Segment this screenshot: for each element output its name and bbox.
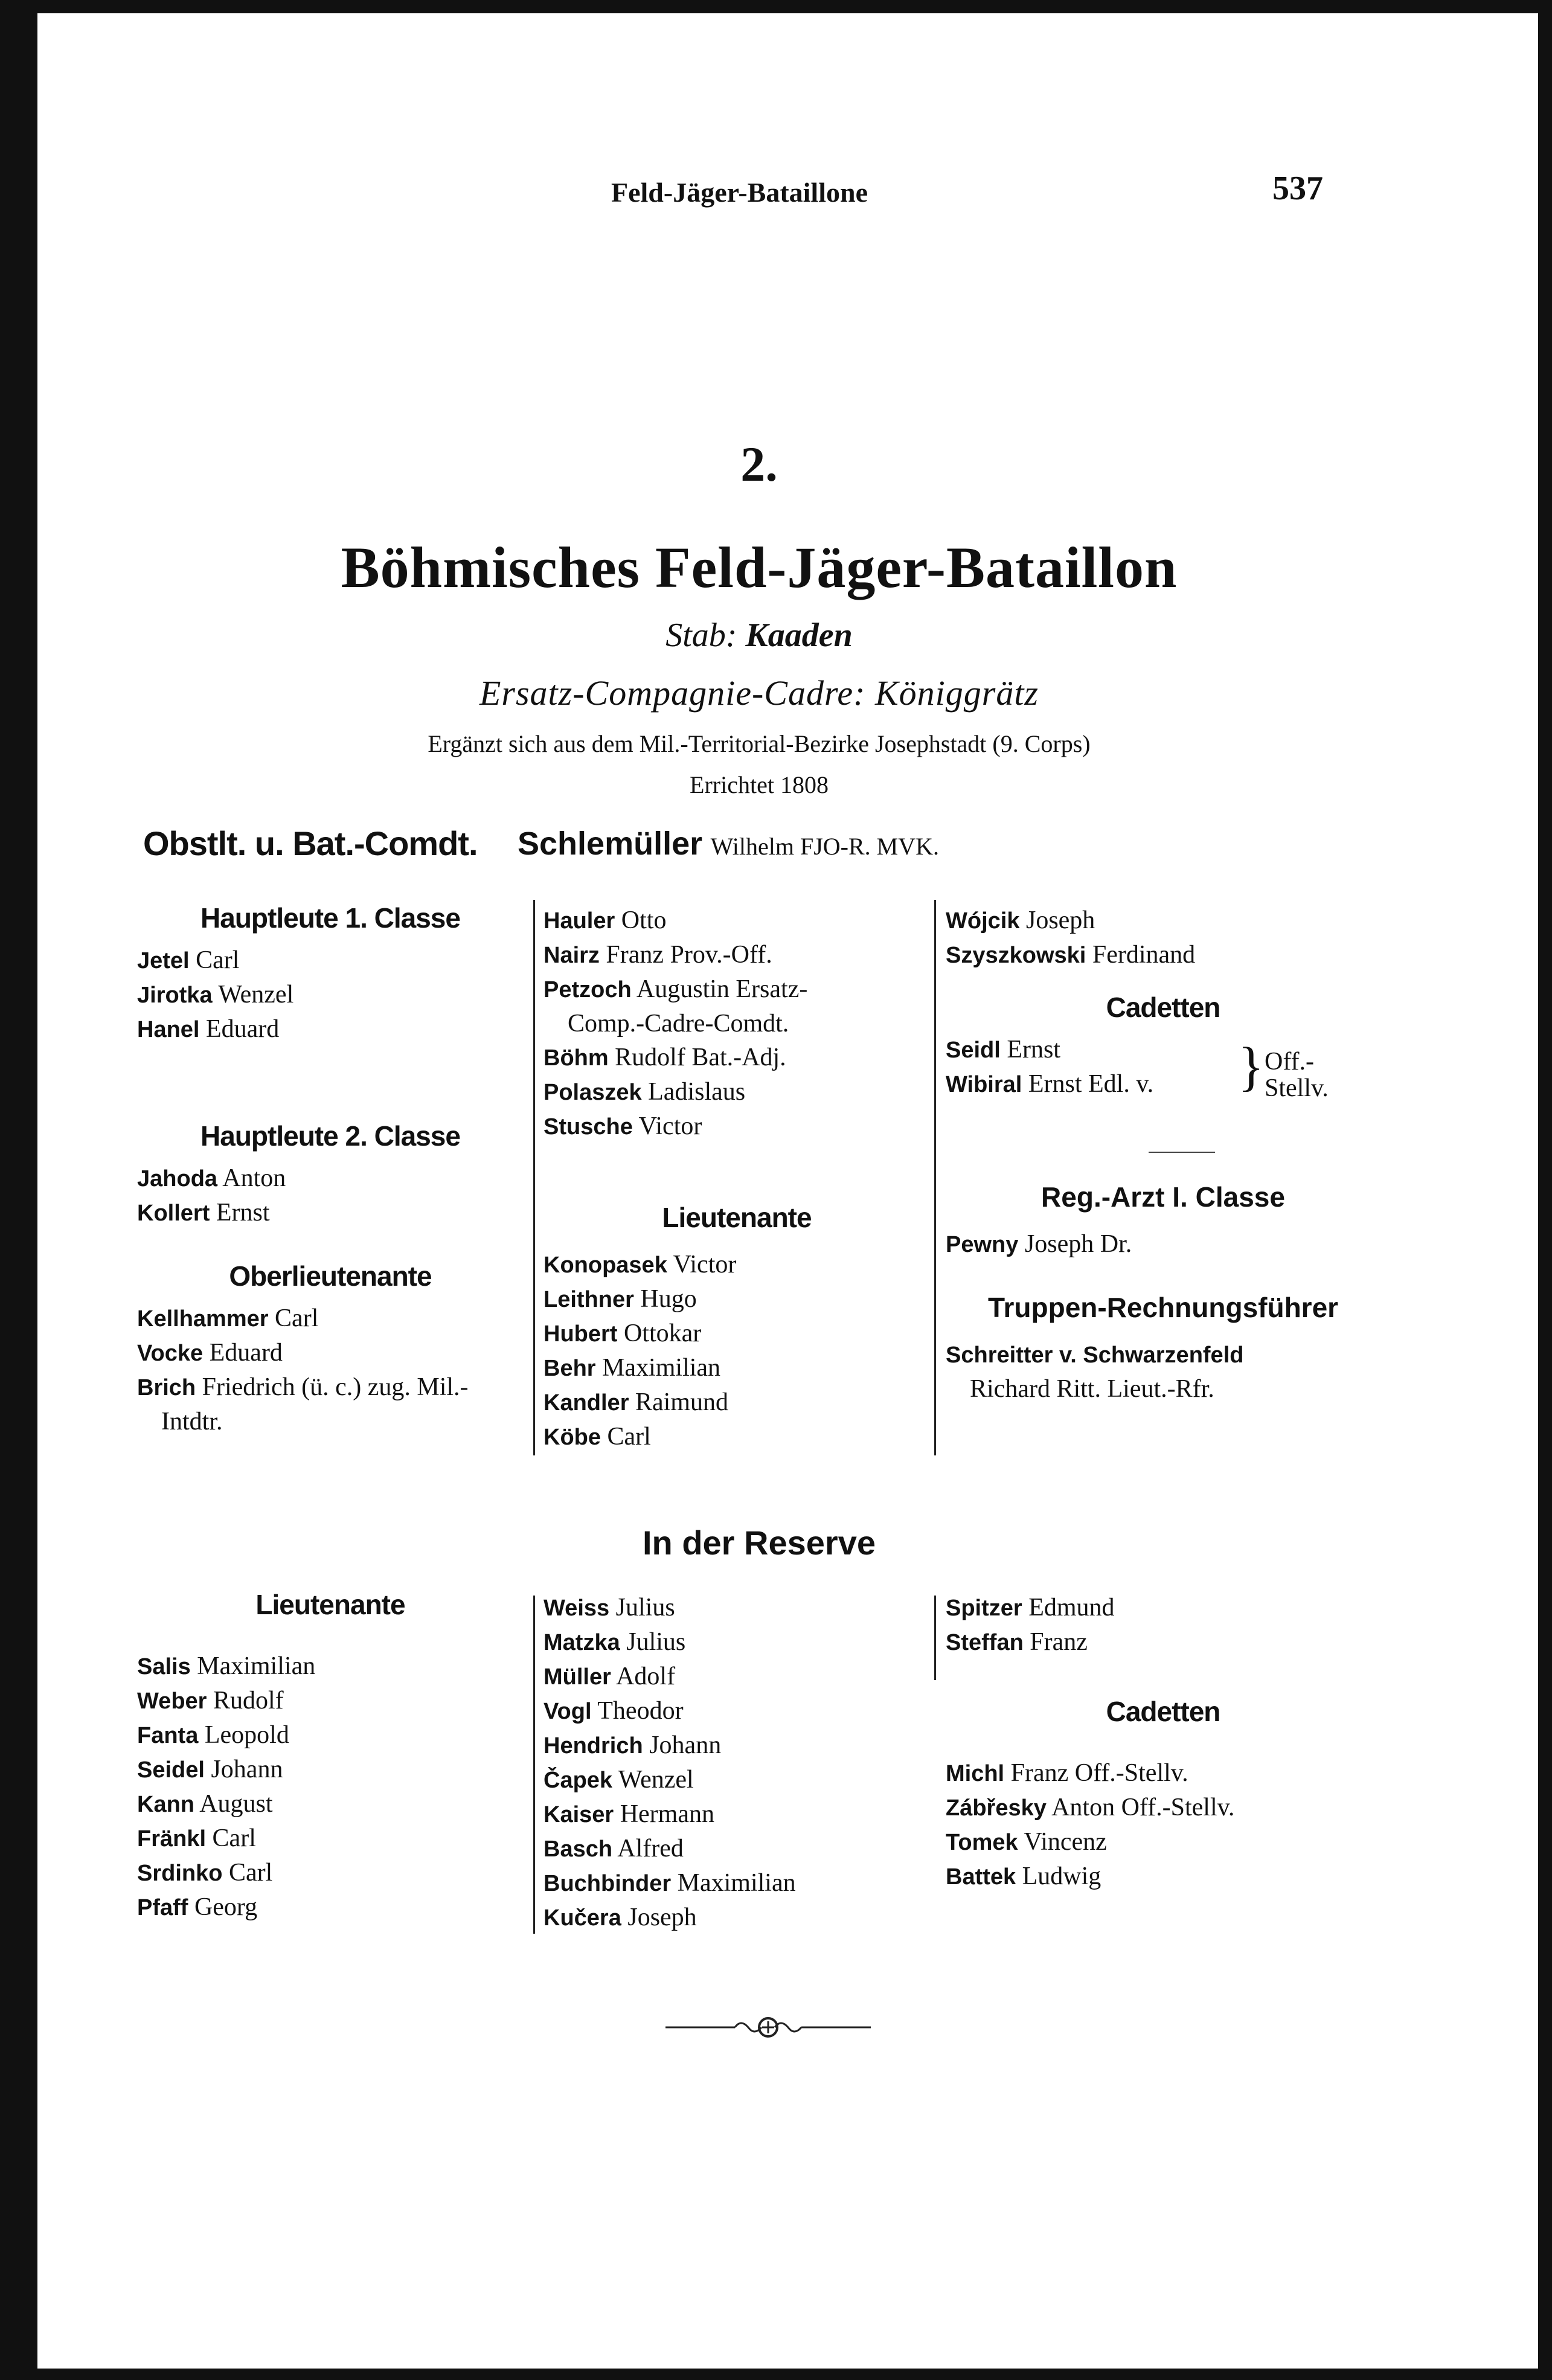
list-item: Polaszek Ladislaus <box>544 1078 746 1106</box>
running-head: Feld-Jäger-Bataillone <box>611 177 868 208</box>
list-item: Wibiral Ernst Edl. v. <box>946 1070 1154 1098</box>
cadet-note-2: Stellv. <box>1265 1074 1329 1102</box>
list-item: Behr Maximilian <box>544 1354 721 1382</box>
list-item: Pfaff Georg <box>137 1893 258 1921</box>
list-item: Tomek Vincenz <box>946 1828 1107 1856</box>
list-item: Weiss Julius <box>544 1594 675 1621</box>
list-item: Weber Rudolf <box>137 1687 284 1714</box>
list-item: Srdinko Carl <box>137 1859 273 1887</box>
list-item: Stusche Victor <box>544 1112 702 1140</box>
commander-name <box>518 825 939 862</box>
list-item: Vocke Eduard <box>137 1339 283 1367</box>
list-item: Hubert Ottokar <box>544 1320 702 1347</box>
list-item: Petzoch Augustin Ersatz- <box>544 975 808 1003</box>
commander-rest: Wilhelm FJO-R. MVK. <box>710 833 940 860</box>
list-item: Battek Ludwig <box>946 1862 1101 1890</box>
column-rule <box>533 1596 535 1934</box>
heading-cadetten: Cadetten <box>1106 992 1220 1023</box>
column-rule <box>533 900 535 1455</box>
list-item: Pewny Joseph Dr. <box>946 1230 1132 1258</box>
list-item: Čapek Wenzel <box>544 1766 694 1794</box>
list-item: Zábřesky Anton Off.-Stellv. <box>946 1794 1235 1821</box>
heading-reserve-lieutenante: Lieutenante <box>255 1589 405 1620</box>
list-item: Kaiser Hermann <box>544 1800 714 1828</box>
list-item: Kann August <box>137 1790 273 1818</box>
brace: } <box>1238 1037 1265 1097</box>
list-item: Kandler Raimund <box>544 1388 728 1416</box>
list-item: Konopasek Victor <box>544 1251 737 1278</box>
list-item: Kollert Ernst <box>137 1199 270 1227</box>
stab-place: Kaaden <box>745 617 853 654</box>
reserve-column-3 <box>946 1591 1380 1894</box>
reserve-heading: In der Reserve <box>643 1524 876 1562</box>
page-number: 537 <box>1272 170 1323 207</box>
list-item: Salis Maximilian <box>137 1652 316 1680</box>
list-item: Jetel Carl <box>137 946 240 974</box>
commander-role: Obstlt. u. Bat.-Comdt. <box>143 824 478 862</box>
list-item: Müller Adolf <box>544 1663 676 1690</box>
cadet-note-1: Off.- <box>1265 1048 1315 1076</box>
list-item-continuation: Comp.-Cadre-Comdt. <box>568 1010 789 1038</box>
column-1 <box>137 900 524 1439</box>
list-item: Hauler Otto <box>544 906 667 934</box>
heading-rechnungsfuehrer: Truppen-Rechnungsführer <box>987 1292 1339 1323</box>
list-item: Hendrich Johann <box>544 1731 722 1759</box>
established-line: Errichtet 1808 <box>690 771 829 798</box>
list-item: Steffan Franz <box>946 1628 1088 1656</box>
list-item: Hanel Eduard <box>137 1015 280 1043</box>
list-item: Szyszkowski Ferdinand <box>946 941 1196 969</box>
column-rule <box>934 1596 936 1680</box>
list-item-continuation: Richard Ritt. Lieut.-Rfr. <box>970 1375 1214 1403</box>
heading-lieutenante: Lieutenante <box>662 1202 812 1233</box>
list-item: Jahoda Anton <box>137 1164 286 1192</box>
list-item: Jirotka Wenzel <box>137 981 294 1009</box>
list-item: Schreitter v. Schwarzenfeld <box>946 1342 1244 1368</box>
list-item: Köbe Carl <box>544 1423 651 1451</box>
stab-line <box>37 616 1481 655</box>
stab-label: Stab: <box>665 617 737 654</box>
column-rule <box>934 900 936 1455</box>
heading-hauptleute-2: Hauptleute 2. Classe <box>200 1120 460 1152</box>
list-item: Nairz Franz Prov.-Off. <box>544 941 772 969</box>
list-item: Michl Franz Off.-Stellv. <box>946 1759 1188 1787</box>
list-item: Böhm Rudolf Bat.-Adj. <box>544 1044 786 1071</box>
section-number: 2. <box>740 437 778 492</box>
battalion-title: Böhmisches Feld-Jäger-Bataillon <box>341 535 1178 600</box>
list-item: Leithner Hugo <box>544 1285 697 1313</box>
reserve-column-2 <box>544 1591 930 1935</box>
heading-oberlieutenante: Oberlieutenante <box>229 1260 432 1292</box>
heading-reg-arzt: Reg.-Arzt I. Classe <box>1041 1181 1285 1213</box>
ornament-divider <box>665 2012 871 2042</box>
heading-reserve-cadetten: Cadetten <box>1106 1696 1220 1727</box>
list-item: Basch Alfred <box>544 1835 684 1862</box>
supplement-line: Ergänzt sich aus dem Mil.-Territorial-Bezirke Josephstadt (9. Corps) <box>428 730 1091 757</box>
column-3 <box>946 903 1380 1406</box>
heading-hauptleute-1: Hauptleute 1. Classe <box>200 902 460 934</box>
book-page <box>37 13 1538 2369</box>
list-item: Kellhammer Carl <box>137 1304 319 1332</box>
commander-surname: Schlemüller <box>518 826 703 862</box>
list-item: Vogl Theodor <box>544 1697 684 1725</box>
cadre-line: Ersatz-Compagnie-Cadre: Königgrätz <box>479 673 1039 713</box>
list-item-continuation: Intdtr. <box>161 1408 223 1435</box>
list-item: Wójcik Joseph <box>946 906 1095 934</box>
list-item: Kučera Joseph <box>544 1904 697 1931</box>
reserve-column-1 <box>137 1586 524 1925</box>
list-item: Buchbinder Maximilian <box>544 1869 796 1897</box>
column-2 <box>544 903 930 1454</box>
list-item: Seidl Ernst <box>946 1036 1060 1063</box>
list-item: Fanta Leopold <box>137 1721 289 1749</box>
separator <box>1149 1152 1215 1153</box>
list-item: Spitzer Edmund <box>946 1594 1115 1621</box>
list-item: Matzka Julius <box>544 1628 686 1656</box>
list-item: Seidel Johann <box>137 1756 283 1783</box>
list-item: Brich Friedrich (ü. c.) zug. Mil.- <box>137 1373 469 1401</box>
list-item: Fränkl Carl <box>137 1824 256 1852</box>
